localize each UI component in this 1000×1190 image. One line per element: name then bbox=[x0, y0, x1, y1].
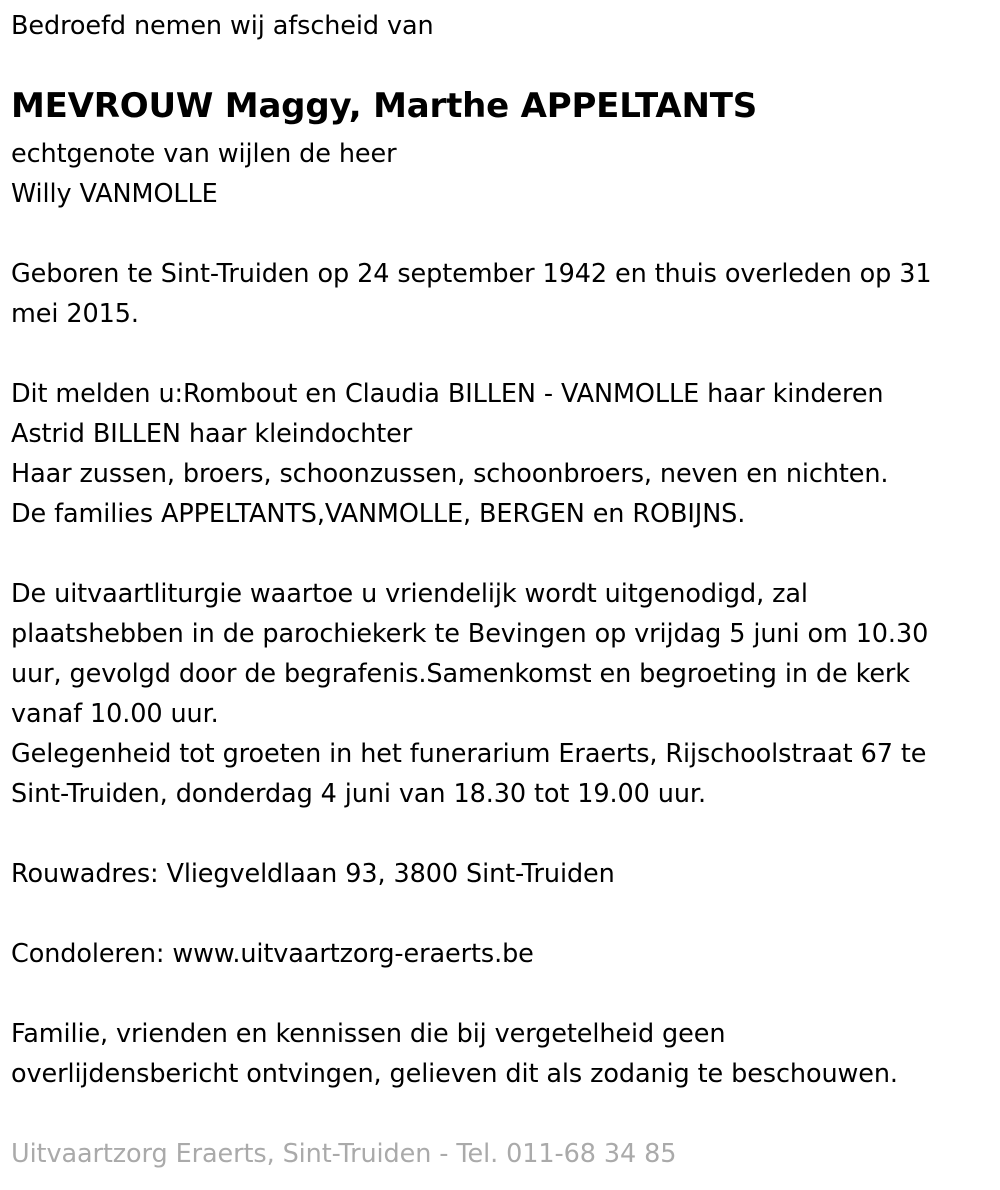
spouse-line: Willy VANMOLLE bbox=[11, 179, 218, 209]
family-line: Astrid BILLEN haar kleindochter bbox=[11, 419, 413, 449]
service-line: uur, gevolgd door de begrafenis.Samenkomst en begroeting in de kerk bbox=[11, 659, 910, 689]
condolences-text: Condoleren: www.uitvaartzorg-eraerts.be bbox=[11, 939, 534, 969]
family-line: Haar zussen, broers, schoonzussen, schoonbroers, neven en nichten. bbox=[11, 459, 889, 489]
deceased-name: MEVROUW Maggy, Marthe APPELTANTS bbox=[11, 86, 758, 126]
family-line: De families APPELTANTS,VANMOLLE, BERGEN en ROBIJNS. bbox=[11, 499, 746, 529]
birth-death-line: Geboren te Sint-Truiden op 24 september 1942 en thuis overleden op 31 bbox=[11, 259, 932, 289]
service-block bbox=[11, 574, 928, 814]
mourning-address: Rouwadres: Vliegveldlaan 93, 3800 Sint-Truiden bbox=[11, 859, 615, 889]
family-line: Dit melden u:Rombout en Claudia BILLEN - VANMOLLE haar kinderen bbox=[11, 379, 884, 409]
notice-block bbox=[11, 1014, 898, 1094]
notice-line: Familie, vrienden en kennissen die bij vergetelheid geen bbox=[11, 1019, 726, 1049]
spouse-block bbox=[11, 134, 396, 214]
notice-line: overlijdensbericht ontvingen, gelieven dit als zodanig te beschouwen. bbox=[11, 1059, 898, 1089]
intro-text: Bedroefd nemen wij afscheid van bbox=[11, 11, 434, 41]
birth-death-line: mei 2015. bbox=[11, 299, 139, 329]
funeral-home-footer: Uitvaartzorg Eraerts, Sint-Truiden - Tel. 011-68 34 85 bbox=[11, 1139, 677, 1169]
service-line: De uitvaartliturgie waartoe u vriendelijk wordt uitgenodigd, zal bbox=[11, 579, 808, 609]
service-line: Gelegenheid tot groeten in het funerarium Eraerts, Rijschoolstraat 67 te bbox=[11, 739, 927, 769]
service-line: plaatshebben in de parochiekerk te Bevingen op vrijdag 5 juni om 10.30 bbox=[11, 619, 929, 649]
service-line: vanaf 10.00 uur. bbox=[11, 699, 219, 729]
service-line: Sint-Truiden, donderdag 4 juni van 18.30 tot 19.00 uur. bbox=[11, 779, 706, 809]
birth-death-block bbox=[11, 254, 931, 334]
family-block bbox=[11, 374, 888, 534]
spouse-line: echtgenote van wijlen de heer bbox=[11, 139, 397, 169]
